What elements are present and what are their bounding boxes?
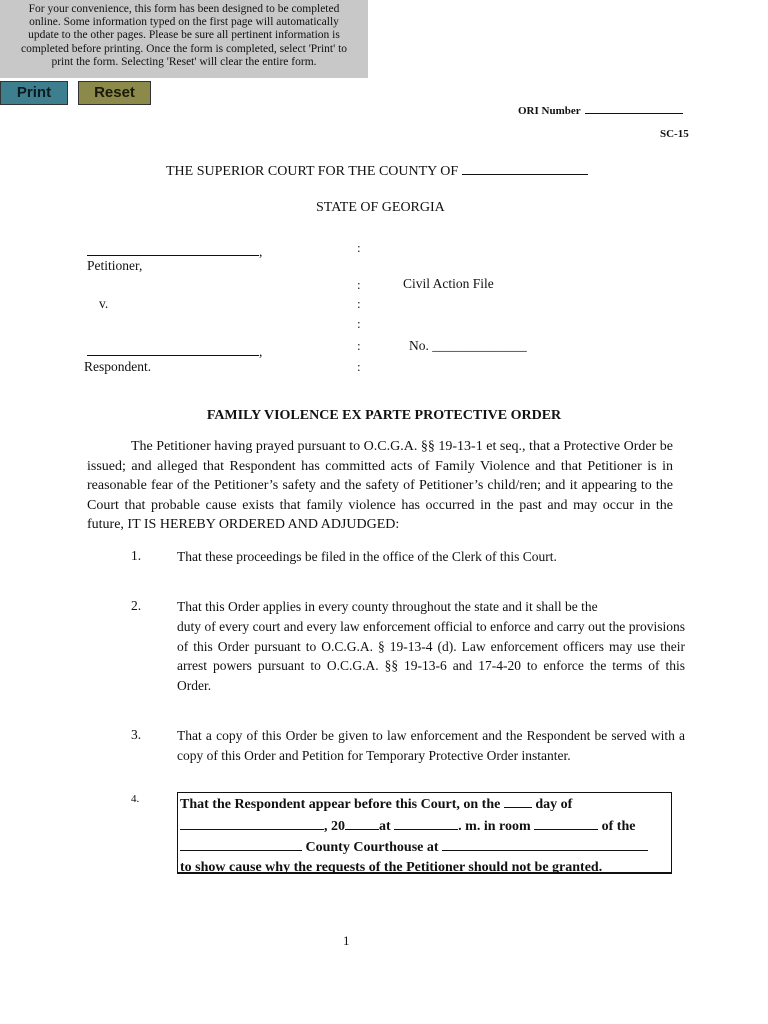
- hearing-room-field[interactable]: [534, 815, 598, 830]
- case-number-label: No. ______________: [409, 338, 527, 353]
- notice-line: For your convenience, this form has been designed to be completed: [28, 3, 340, 15]
- item-number: 1.: [131, 548, 142, 563]
- hearing-county-field[interactable]: [180, 836, 302, 851]
- hearing-month-field[interactable]: [180, 815, 324, 830]
- form-number: SC-15: [660, 128, 689, 140]
- hearing-line-3: [180, 836, 671, 858]
- hearing-notice-box: [177, 792, 672, 874]
- order-item-2-text: duty of every court and every law enforcement official to enforce and carry out the provisions of this Order pursuant to O.C.G.A. § 19-13-4 (d). Law enforcement officers may use their arrest powers pursuant to O.C.G.A. §§ 19-13-6 and 17-4-20 to enforce the terms of this Order.: [177, 618, 685, 694]
- item-number: 4.: [131, 793, 140, 805]
- ori-number-field[interactable]: [585, 102, 683, 114]
- caption-comma: ,: [259, 344, 263, 359]
- order-item-3: That a copy of this Order be given to law enforcement and the Respondent be served with a copy of this Order and Petition for Temporary Protective Order instanter.: [177, 728, 685, 763]
- hearing-line-1: [180, 793, 671, 815]
- form-instructions-notice: [0, 0, 368, 78]
- item-number: 3.: [131, 727, 142, 742]
- civil-action-label: Civil Action File: [403, 276, 494, 291]
- hearing-day-field[interactable]: [504, 793, 532, 808]
- caption-comma: ,: [259, 244, 263, 259]
- item-number: 2.: [131, 598, 142, 613]
- hearing-address-field[interactable]: [442, 836, 648, 851]
- respondent-label: Respondent.: [84, 359, 152, 374]
- hearing-text: County Courthouse at: [305, 840, 439, 855]
- order-item-2: [177, 597, 685, 696]
- ori-number: [518, 102, 683, 117]
- notice-line: print the form. Selecting 'Reset' will clear the entire form.: [51, 55, 317, 68]
- hearing-line-4: to show cause why the requests of the Petitioner should not be granted.: [180, 859, 603, 875]
- hearing-line-2: [180, 815, 671, 837]
- ori-number-label: ORI Number: [518, 105, 581, 117]
- county-field[interactable]: [462, 160, 588, 175]
- notice-line: update to the other pages. Please be sure all pertinent information is: [28, 29, 340, 42]
- order-title: FAMILY VIOLENCE EX PARTE PROTECTIVE ORDER: [206, 408, 562, 423]
- caption-colon: :: [357, 296, 361, 311]
- caption-colon: :: [357, 359, 361, 374]
- order-item-2-first-line: That this Order applies in every county throughout the state and it shall be the: [177, 599, 598, 614]
- petitioner-name-field[interactable]: [87, 241, 259, 256]
- hearing-text: That the Respondent appear before this Court, on the: [180, 797, 501, 812]
- hearing-text: of the: [601, 818, 636, 834]
- hearing-text: at: [379, 818, 391, 834]
- page-number: 1: [343, 933, 350, 948]
- hearing-time-field[interactable]: [394, 815, 458, 830]
- hearing-text: . m. in room: [458, 818, 531, 834]
- respondent-name-field[interactable]: [87, 341, 259, 356]
- order-intro-paragraph: The Petitioner having prayed pursuant to O.C.G.A. §§ 19-13-1 et seq., that a Protective Order be issued; and alleged that Respondent has committed acts of Family Violence and that Petitioner is in reasonable fear of the Petitioner’s safety and the safety of Petitioner’s child/ren; and it appearing to the Court that probable cause exists that family violence has occurred in the past and may occur in the future, IT IS HEREBY ORDERED AND ADJUDGED:: [87, 439, 673, 533]
- notice-line: completed before printing. Once the form is completed, select 'Print' to: [20, 42, 348, 55]
- caption-colon: :: [357, 277, 361, 292]
- notice-line: online. Some information typed on the first page will automatically: [29, 16, 339, 29]
- state-heading: STATE OF GEORGIA: [316, 200, 445, 215]
- print-button[interactable]: Print: [0, 81, 68, 105]
- reset-button[interactable]: Reset: [78, 81, 151, 105]
- caption-colon: :: [357, 316, 361, 331]
- order-item-1: That these proceedings be filed in the office of the Clerk of this Court.: [177, 549, 557, 564]
- court-heading-text: THE SUPERIOR COURT FOR THE COUNTY OF: [166, 164, 459, 179]
- respondent-name-line: [87, 341, 262, 360]
- versus-label: v.: [99, 296, 109, 311]
- caption-colon: :: [357, 240, 361, 255]
- petitioner-label: Petitioner,: [87, 258, 143, 273]
- caption-colon: :: [357, 338, 361, 353]
- hearing-text: day of: [535, 797, 573, 812]
- hearing-text: , 20: [324, 818, 345, 834]
- hearing-year-field[interactable]: [345, 815, 379, 830]
- court-heading: [166, 160, 588, 180]
